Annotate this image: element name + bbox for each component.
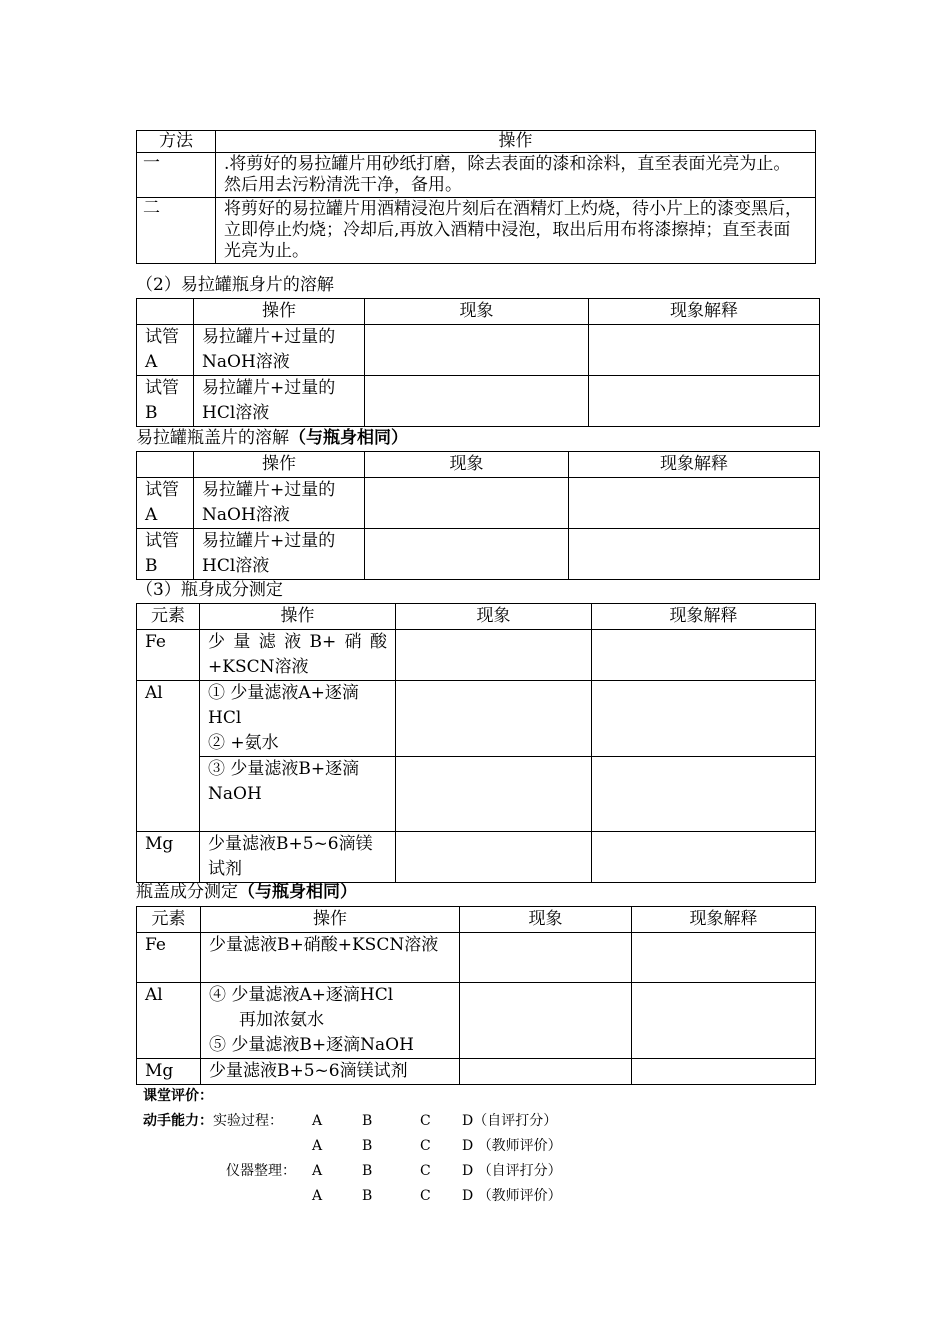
operation-cell: ③ 少量滤液B+逐滴NaOH	[200, 757, 396, 832]
phenomenon-cell[interactable]	[396, 832, 592, 883]
operation-cell: ④ 少量滤液A+逐滴HCl 再加浓氨水 ⑤ 少量滤液B+逐滴NaOH	[201, 983, 460, 1059]
evaluation-title: 课堂评价：	[143, 1088, 213, 1104]
header-explanation: 现象解释	[569, 452, 820, 478]
element-fe: Fe	[137, 630, 200, 681]
grade-line: A B C D （教师评价）	[312, 1138, 562, 1154]
grade-line: A B C D（自评打分）	[312, 1113, 558, 1129]
header-operation: 操作	[216, 131, 816, 153]
header-phenomenon: 现象	[365, 299, 589, 325]
table-row	[137, 630, 816, 681]
operation-cell: 易拉罐片+过量的HCl溶液	[194, 529, 365, 580]
element-al: Al	[137, 681, 200, 832]
element-mg: Mg	[137, 832, 200, 883]
phenomenon-cell[interactable]	[365, 529, 569, 580]
explanation-cell[interactable]	[569, 478, 820, 529]
table-row	[137, 933, 816, 983]
evaluation-row: 仪器整理：	[226, 1163, 296, 1179]
explanation-cell[interactable]	[592, 757, 816, 832]
cap-composition-table	[136, 906, 816, 1085]
element-al: Al	[137, 983, 201, 1059]
section-3b-title: 瓶盖成分测定（与瓶身相同）	[136, 882, 357, 902]
operation-cell: 将剪好的易拉罐片用酒精浸泡片刻后在酒精灯上灼烧，待小片上的漆变黑后，立即停止灼烧；冷却后,再放入酒精中浸泡，取出后用布将漆擦掉；直至表面光亮为止。	[216, 198, 816, 264]
header-phenomenon: 现象	[460, 907, 632, 933]
element-fe: Fe	[137, 933, 201, 983]
tube-label: 试管B	[137, 376, 194, 427]
section-2b-title: 易拉罐瓶盖片的溶解（与瓶身相同）	[136, 428, 408, 448]
table-row	[137, 983, 816, 1059]
evaluation-row: 动手能力：实验过程：	[143, 1113, 283, 1129]
table-row	[137, 325, 820, 376]
phenomenon-cell[interactable]	[460, 983, 632, 1059]
method-cell: 一	[137, 153, 216, 198]
explanation-cell[interactable]	[592, 681, 816, 757]
operation-cell: 易拉罐片+过量的HCl溶液	[194, 376, 365, 427]
table-row	[137, 153, 816, 198]
explanation-cell[interactable]	[569, 529, 820, 580]
header-operation: 操作	[194, 299, 365, 325]
phenomenon-cell[interactable]	[396, 681, 592, 757]
operation-cell: 少量滤液B+5~6滴镁试剂	[200, 832, 396, 883]
tube-label: 试管A	[137, 325, 194, 376]
phenomenon-cell[interactable]	[365, 478, 569, 529]
element-mg: Mg	[137, 1059, 201, 1085]
table-row	[137, 832, 816, 883]
table-row	[137, 757, 816, 832]
section-3-title: （3）瓶身成分测定	[136, 580, 283, 600]
phenomenon-cell[interactable]	[396, 757, 592, 832]
header-explanation: 现象解释	[589, 299, 820, 325]
cap-dissolution-table	[136, 451, 820, 580]
header-operation: 操作	[194, 452, 365, 478]
table-row	[137, 376, 820, 427]
tube-label: 试管A	[137, 478, 194, 529]
header-phenomenon: 现象	[396, 604, 592, 630]
phenomenon-cell[interactable]	[365, 376, 589, 427]
explanation-cell[interactable]	[592, 832, 816, 883]
grade-line: A B C D （教师评价）	[312, 1188, 562, 1204]
header-method: 方法	[137, 131, 216, 153]
table-row	[137, 1059, 816, 1085]
table-row	[137, 198, 816, 264]
table-row	[137, 681, 816, 757]
explanation-cell[interactable]	[632, 1059, 816, 1085]
method-cell: 二	[137, 198, 216, 264]
operation-cell: 少量滤液B+硝酸+KSCN溶液	[200, 630, 396, 681]
operation-cell: 少量滤液B+5~6滴镁试剂	[201, 1059, 460, 1085]
operation-cell: 少量滤液B+硝酸+KSCN溶液	[201, 933, 460, 983]
body-composition-table	[136, 603, 816, 883]
body-dissolution-table	[136, 298, 820, 427]
phenomenon-cell[interactable]	[460, 933, 632, 983]
section-2-title: （2）易拉罐瓶身片的溶解	[136, 275, 334, 295]
phenomenon-cell[interactable]	[365, 325, 589, 376]
explanation-cell[interactable]	[632, 983, 816, 1059]
operation-cell: ① 少量滤液A+逐滴HCl ② +氨水	[200, 681, 396, 757]
phenomenon-cell[interactable]	[460, 1059, 632, 1085]
explanation-cell[interactable]	[632, 933, 816, 983]
table-row	[137, 529, 820, 580]
operation-cell: 易拉罐片+过量的NaOH溶液	[194, 478, 365, 529]
explanation-cell[interactable]	[589, 376, 820, 427]
operation-cell: 易拉罐片+过量的NaOH溶液	[194, 325, 365, 376]
grade-line: A B C D （自评打分）	[312, 1163, 562, 1179]
header-explanation: 现象解释	[632, 907, 816, 933]
operation-cell: .将剪好的易拉罐片用砂纸打磨，除去表面的漆和涂料，直至表面光亮为止。然后用去污粉清洗干净，备用。	[216, 153, 816, 198]
header-element: 元素	[137, 907, 201, 933]
method-table	[136, 130, 816, 264]
explanation-cell[interactable]	[592, 630, 816, 681]
explanation-cell[interactable]	[589, 325, 820, 376]
tube-label: 试管B	[137, 529, 194, 580]
table-row	[137, 478, 820, 529]
header-explanation: 现象解释	[592, 604, 816, 630]
header-operation: 操作	[200, 604, 396, 630]
header-phenomenon: 现象	[365, 452, 569, 478]
phenomenon-cell[interactable]	[396, 630, 592, 681]
header-operation: 操作	[201, 907, 460, 933]
header-element: 元素	[137, 604, 200, 630]
